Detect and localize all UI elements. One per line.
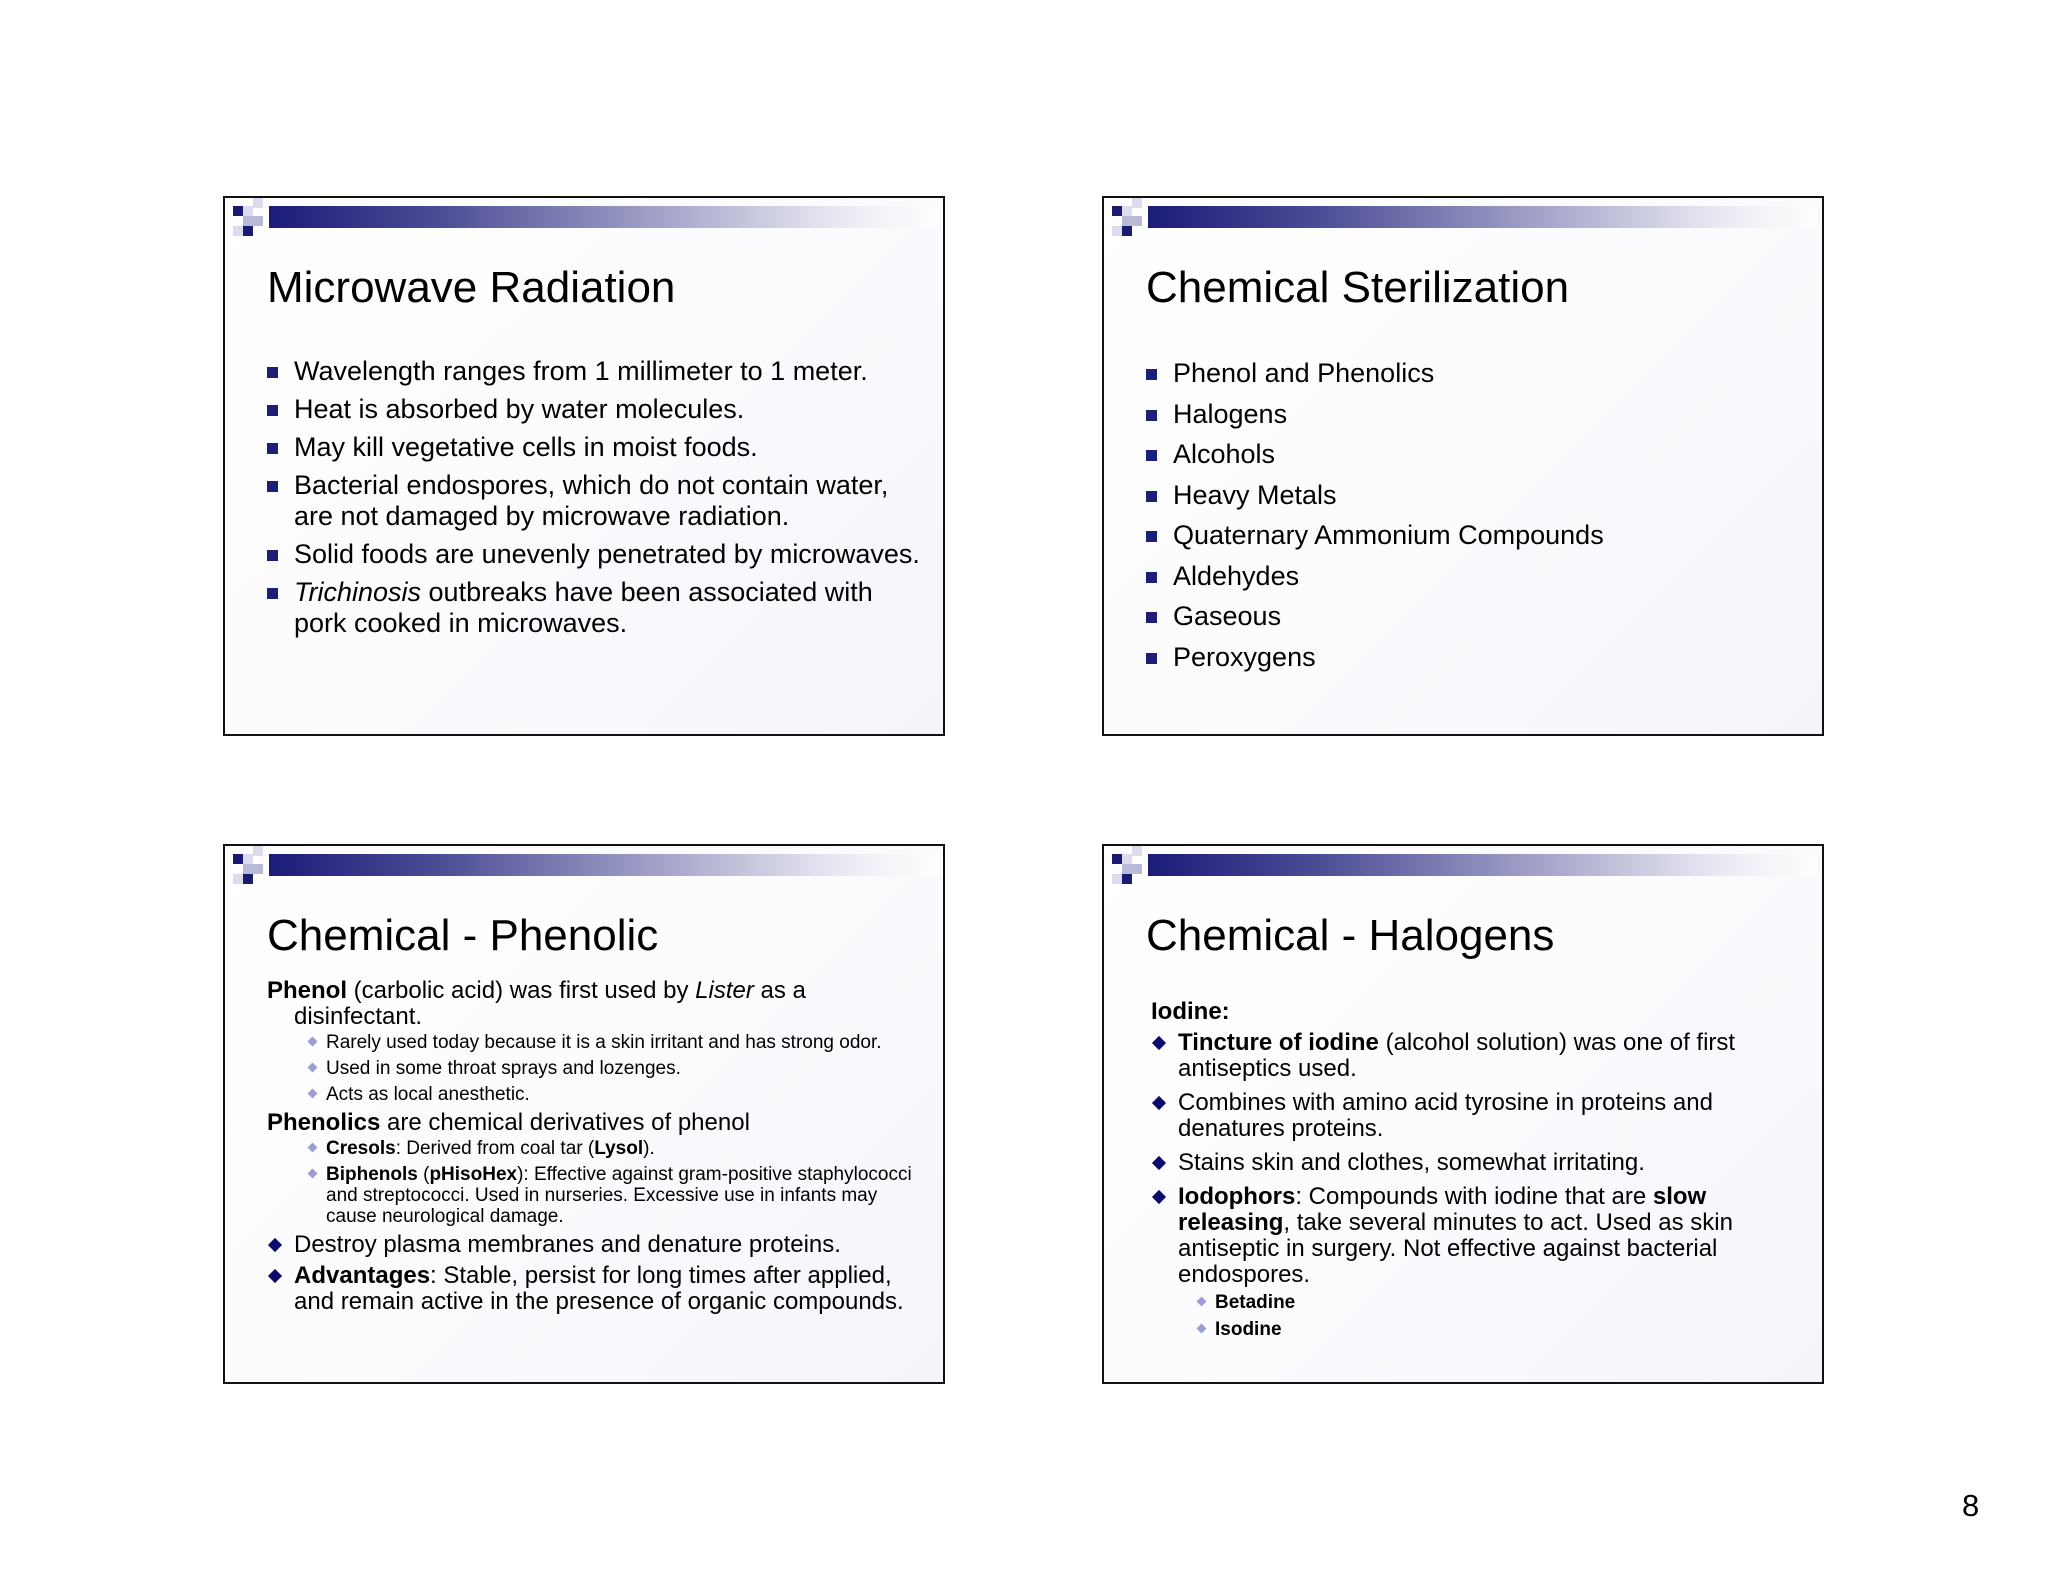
- brand-list: [1178, 1292, 1801, 1340]
- list-item: Peroxygens: [1146, 642, 1806, 673]
- bullet-list: [267, 356, 927, 646]
- list-item: Isodine: [1215, 1319, 1801, 1340]
- list-item: Heat is absorbed by water molecules.: [267, 394, 927, 425]
- slide-title: Chemical - Halogens: [1146, 911, 1555, 960]
- list-item: Solid foods are unevenly penetrated by microwaves.: [267, 539, 927, 570]
- list-item: May kill vegetative cells in moist foods.: [267, 432, 927, 463]
- list-item: Halogens: [1146, 399, 1806, 430]
- bullet-list: [1146, 358, 1806, 682]
- slide-header-decoration: [1104, 846, 1826, 888]
- list-item: Heavy Metals: [1146, 480, 1806, 511]
- slide-microwave-radiation: [223, 196, 945, 736]
- slide-header-decoration: [1104, 198, 1826, 240]
- diamond-list: [1151, 1030, 1801, 1340]
- list-item: Used in some throat sprays and lozenges.: [326, 1058, 927, 1079]
- list-item: Acts as local anesthetic.: [326, 1084, 927, 1105]
- list-item: Combines with amino acid tyrosine in proteins and denatures proteins.: [1151, 1090, 1801, 1142]
- list-item: Aldehydes: [1146, 561, 1806, 592]
- slide-header-decoration: [225, 198, 947, 240]
- phenolics-sub-list: [267, 1138, 927, 1227]
- list-item: Cresols: Derived from coal tar (Lysol).: [326, 1138, 927, 1159]
- list-item: Wavelength ranges from 1 millimeter to 1 meter.: [267, 356, 927, 387]
- slide-title: Chemical Sterilization: [1146, 263, 1570, 312]
- slide-body: [267, 978, 927, 1320]
- page-number: 8: [1962, 1488, 1980, 1523]
- iodine-label: Iodine:: [1151, 998, 1230, 1025]
- list-item: Rarely used today because it is a skin irritant and has strong odor.: [326, 1032, 927, 1053]
- slide-chemical-halogens: [1102, 844, 1824, 1384]
- list-item: Bacterial endospores, which do not contain water, are not damaged by microwave radiation.: [267, 470, 927, 532]
- list-item: Destroy plasma membranes and denature proteins.: [267, 1232, 927, 1258]
- phenol-sub-list: [267, 1032, 927, 1105]
- slide-title: Chemical - Phenolic: [267, 911, 659, 960]
- list-item: Betadine: [1215, 1292, 1801, 1313]
- slide-header-decoration: [225, 846, 947, 888]
- list-item: Alcohols: [1146, 439, 1806, 470]
- list-item: Biphenols (pHisoHex): Effective against gram-positive staphylococci and streptococci. Used in nurseries. Excessive use in infants may cause neurological damage.: [326, 1164, 927, 1227]
- list-item: Tincture of iodine (alcohol solution) was one of first antiseptics used.: [1151, 1030, 1801, 1082]
- list-item: Quaternary Ammonium Compounds: [1146, 520, 1806, 551]
- slide-chemical-sterilization: [1102, 196, 1824, 736]
- list-item: Trichinosis outbreaks have been associated with pork cooked in microwaves.: [267, 577, 927, 639]
- list-item: Stains skin and clothes, somewhat irritating.: [1151, 1150, 1801, 1176]
- slide-body: [1151, 998, 1801, 1346]
- slide-title: Microwave Radiation: [267, 263, 676, 312]
- phenolics-paragraph: Phenolics are chemical derivatives of phenol: [267, 1109, 750, 1136]
- list-item: Gaseous: [1146, 601, 1806, 632]
- list-item: Iodophors: Compounds with iodine that are slow releasing, take several minutes to act. Used as skin antiseptic in surgery. Not effective against bacterial endospores. Betadine Isodine: [1151, 1184, 1801, 1340]
- list-item: Advantages: Stable, persist for long times after applied, and remain active in the presence of organic compounds.: [267, 1263, 927, 1315]
- phenol-paragraph: Phenol (carbolic acid) was first used by Lister as a disinfectant.: [267, 977, 806, 1030]
- slide-chemical-phenolic: [223, 844, 945, 1384]
- diamond-list: [267, 1232, 927, 1315]
- list-item: Phenol and Phenolics: [1146, 358, 1806, 389]
